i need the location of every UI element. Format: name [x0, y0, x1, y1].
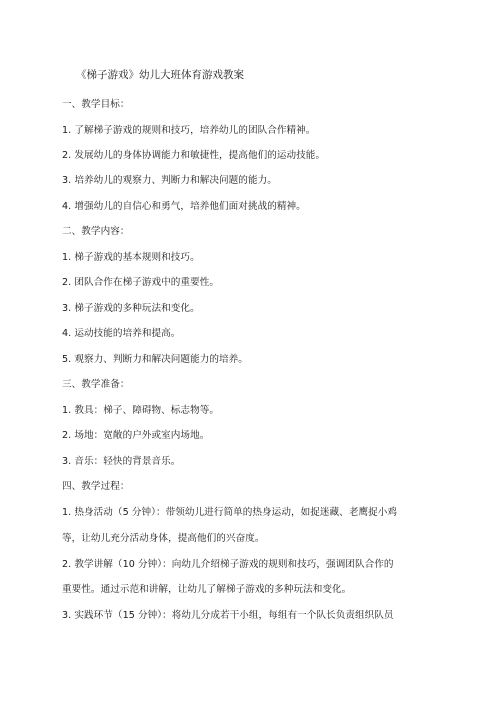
section-heading-process: 四、教学过程： — [62, 481, 130, 492]
objective-item: 4. 增强幼儿的自信心和勇气，培养他们面对挑战的精神。 — [62, 201, 306, 212]
process-line: 1. 热身活动（5 分钟）：带领幼儿进行简单的热身运动，如捉迷藏、老鹰捉小鸡 — [62, 507, 398, 518]
objective-item: 3. 培养幼儿的观察力、判断力和解决问题的能力。 — [62, 175, 277, 186]
section-heading-objectives: 一、教学目标： — [62, 99, 130, 110]
section-heading-preparation: 三、教学准备： — [62, 379, 130, 390]
section-heading-content: 二、教学内容： — [62, 226, 130, 237]
process-line: 3. 实践环节（15 分钟）：将幼儿分成若干小组，每组有一个队长负责组织队员 — [62, 610, 394, 621]
document-title: 《梯子游戏》幼儿大班体育游戏教案 — [76, 69, 244, 81]
content-item: 5. 观察力、判断力和解决问题能力的培养。 — [62, 354, 248, 365]
content-item: 4. 运动技能的培养和提高。 — [62, 328, 181, 339]
objective-item: 1. 了解梯子游戏的规则和技巧，培养幼儿的团队合作精神。 — [62, 125, 316, 136]
preparation-item: 2. 场地：宽敞的户外或室内场地。 — [62, 430, 210, 441]
process-line: 等，让幼儿充分活动身体，提高他们的兴奋度。 — [62, 533, 265, 544]
content-item: 2. 团队合作在梯子游戏中的重要性。 — [62, 277, 220, 288]
process-line: 重要性。通过示范和讲解，让幼儿了解梯子游戏的多种玩法和变化。 — [62, 584, 352, 595]
content-item: 3. 梯子游戏的多种玩法和变化。 — [62, 303, 200, 314]
process-line: 2. 教学讲解（10 分钟）：向幼儿介绍梯子游戏的规则和技巧，强调团队合作的 — [62, 559, 394, 570]
preparation-item: 3. 音乐：轻快的背景音乐。 — [62, 456, 181, 467]
content-item: 1. 梯子游戏的基本规则和技巧。 — [62, 252, 200, 263]
objective-item: 2. 发展幼儿的身体协调能力和敏捷性，提高他们的运动技能。 — [62, 150, 326, 161]
preparation-item: 1. 教具：梯子、障碍物、标志物等。 — [62, 405, 220, 416]
